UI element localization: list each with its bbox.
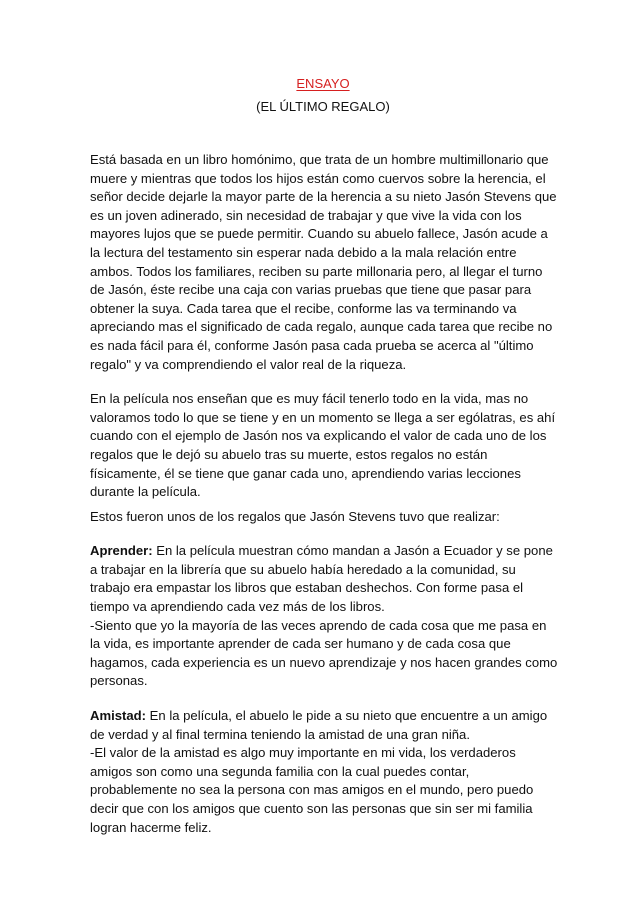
aprender-reflection: -Siento que yo la mayoría de las veces aprendo de cada cosa que me pasa en la vida, es importante aprender de cada ser humano y de cada cosa que hagamos, cada experiencia es un nuevo aprendizaje y nos hacen grandes como personas. — [90, 617, 558, 689]
aprender-label: Aprender: — [90, 543, 153, 559]
paragraph-intro: Está basada en un libro homónimo, que trata de un hombre multimillonario que muere y mientras que todos los hijos están como cuervos sobre la herencia, el señor decide dejarle la mayor parte de la herencia a su nieto Jasón Stevens que es un joven adinerado, sin necesidad de trabajar y que vive la vida con los mayores lujos que se puede permitir. Cuando su abuelo fallece, Jasón acude a la lectura del testamento sin esperar nada debido a la mala relación entre ambos. Todos los familiares, reciben su parte millonaria pero, al llegar el turno de Jasón, éste recibe una caja con varias pruebas que tiene que pasar para obtener la suya. Cada tarea que el recibe, conforme las va terminando va apreciando mas el significado de cada regalo, aunque cada tarea que recibe no es nada fácil para él, conforme Jasón pasa cada prueba se acerca al "último regalo" y va comprendiendo el valor real de la riqueza. — [90, 152, 557, 372]
aprender-text: En la película muestran cómo mandan a Jasón a Ecuador y se pone a trabajar en la librería que su abuelo había heredado a la comunidad, su trabajo era empastar los libros que estaban deshechos. Con forme pasa el tiempo va aprendiendo cada vez más de los libros. — [90, 543, 553, 615]
amistad-label: Amistad: — [90, 708, 147, 724]
section-amistad — [90, 707, 558, 744]
section-aprender — [90, 542, 558, 616]
paragraph-film-lesson: En la película nos enseñan que es muy fácil tenerlo todo en la vida, mas no valoramos todo lo que se tiene y en un momento se llega a ser ególatras, es ahí cuando con el ejemplo de Jasón nos va explicando el valor de cada uno de los regalos que le dejó su abuelo tras su muerte, estos regalos no están físicamente, él se tiene que ganar cada uno, aprendiendo varias lecciones durante la película. — [90, 391, 556, 500]
amistad-reflection: -El valor de la amistad es algo muy importante en mi vida, los verdaderos amigos son como una segunda familia con la cual puedes contar, probablemente no sea la persona con mas amigos en el mundo, pero puedo decir que con los amigos que cuento son las personas que sin ser mi familia logran hacerme feliz. — [90, 745, 534, 835]
document-subtitle: (EL ÚLTIMO REGALO) — [256, 99, 390, 114]
document-body — [90, 151, 558, 843]
amistad-text: En la película, el abuelo le pide a su nieto que encuentre a un amigo de verdad y al final termina teniendo la amistad de una gran niña. — [90, 708, 548, 742]
paragraph-gifts-intro: Estos fueron unos de los regalos que Jasón Stevens tuvo que realizar: — [90, 508, 500, 524]
document-title: ENSAYO — [296, 76, 350, 91]
